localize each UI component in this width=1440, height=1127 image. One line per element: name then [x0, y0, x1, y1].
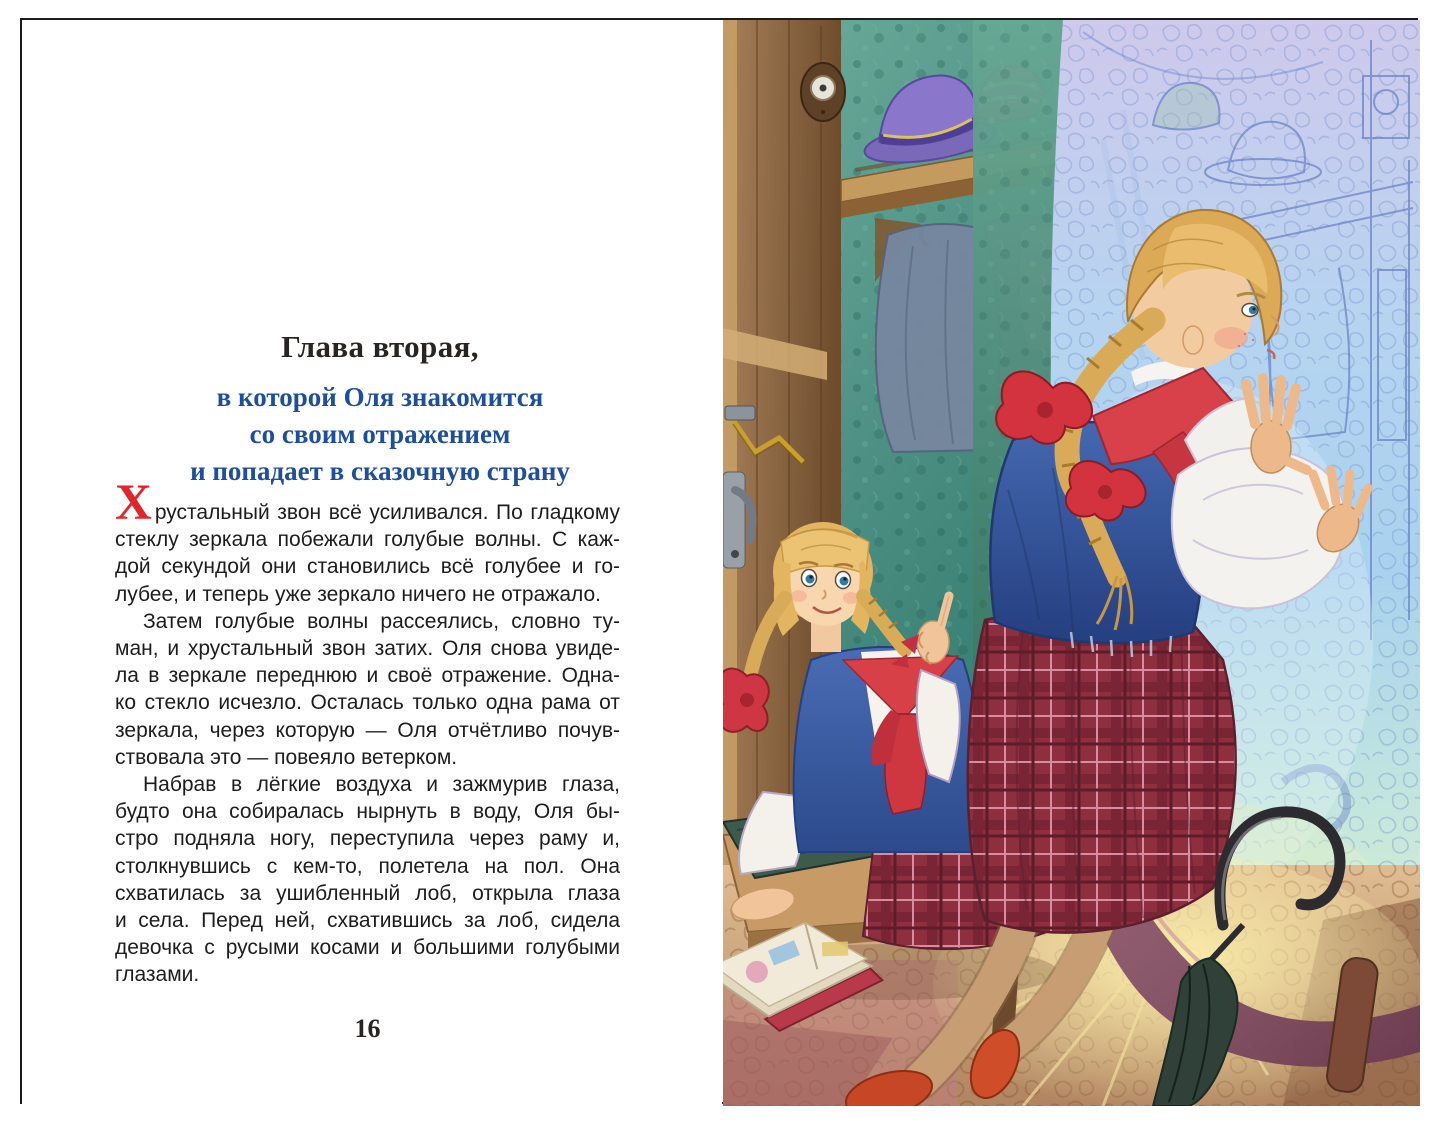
- chapter-subtitle: [60, 379, 700, 490]
- body-line: глазами.: [115, 963, 200, 987]
- body-line: [115, 475, 620, 531]
- drop-cap: Х: [115, 475, 152, 531]
- body-line: ствовала это — повеяло ветерком.: [115, 745, 458, 769]
- body-line: лубее, и теперь уже зеркало ничего не отражало.: [115, 582, 602, 606]
- page-number: 16: [354, 1014, 381, 1043]
- body-line-text: рустальный звон всё усиливался. По гладкому: [154, 501, 620, 524]
- left-page: [22, 20, 722, 1104]
- body-line: и села. Перед ней, схватившись за лоб, сидела: [115, 909, 620, 933]
- body-line: столкнувшись с кем-то, полетела на пол. Она: [115, 854, 620, 878]
- subtitle-line: со своим отражением: [249, 419, 511, 449]
- body-line: схватилась за ушибленный лоб, открыла глаза: [115, 881, 620, 905]
- doorbell: [801, 63, 845, 121]
- body-line: девочка с русыми косами и большими голубыми: [115, 936, 620, 960]
- body-line: ла в зеркале переднюю и своё отражение. Одна-: [115, 664, 620, 688]
- red-bow: [723, 669, 769, 732]
- body-line: ко стекло исчезло. Осталась только одна рама от: [115, 691, 620, 715]
- chapter-title: Глава вторая,: [281, 329, 479, 364]
- body-line: Набрав в лёгкие воздуха и зажмурив глаза,: [143, 773, 620, 797]
- body-line: стро подняла ногу, переступила через раму и,: [115, 827, 620, 851]
- body-line: стеклу зеркала побежали голубые волны. С каж-: [115, 528, 620, 552]
- body-line: зеркала, через которую — Оля отчётливо почув-: [115, 718, 620, 742]
- body-line: ман, и хрустальный звон затих. Оля снова увиде-: [115, 637, 620, 661]
- body-line: Затем голубые волны рассеялись, словно ту-: [143, 609, 620, 633]
- body-line: будто она собиралась нырнуть в воду, Оля бы-: [115, 800, 620, 824]
- subtitle-line: и попадает в сказочную страну: [190, 456, 570, 486]
- book-illustration: [723, 20, 1420, 1106]
- body-line: дой секундой они становились всё голубее и го-: [115, 555, 620, 579]
- subtitle-line: в которой Оля знакомится: [216, 382, 544, 412]
- body-text: [115, 475, 620, 989]
